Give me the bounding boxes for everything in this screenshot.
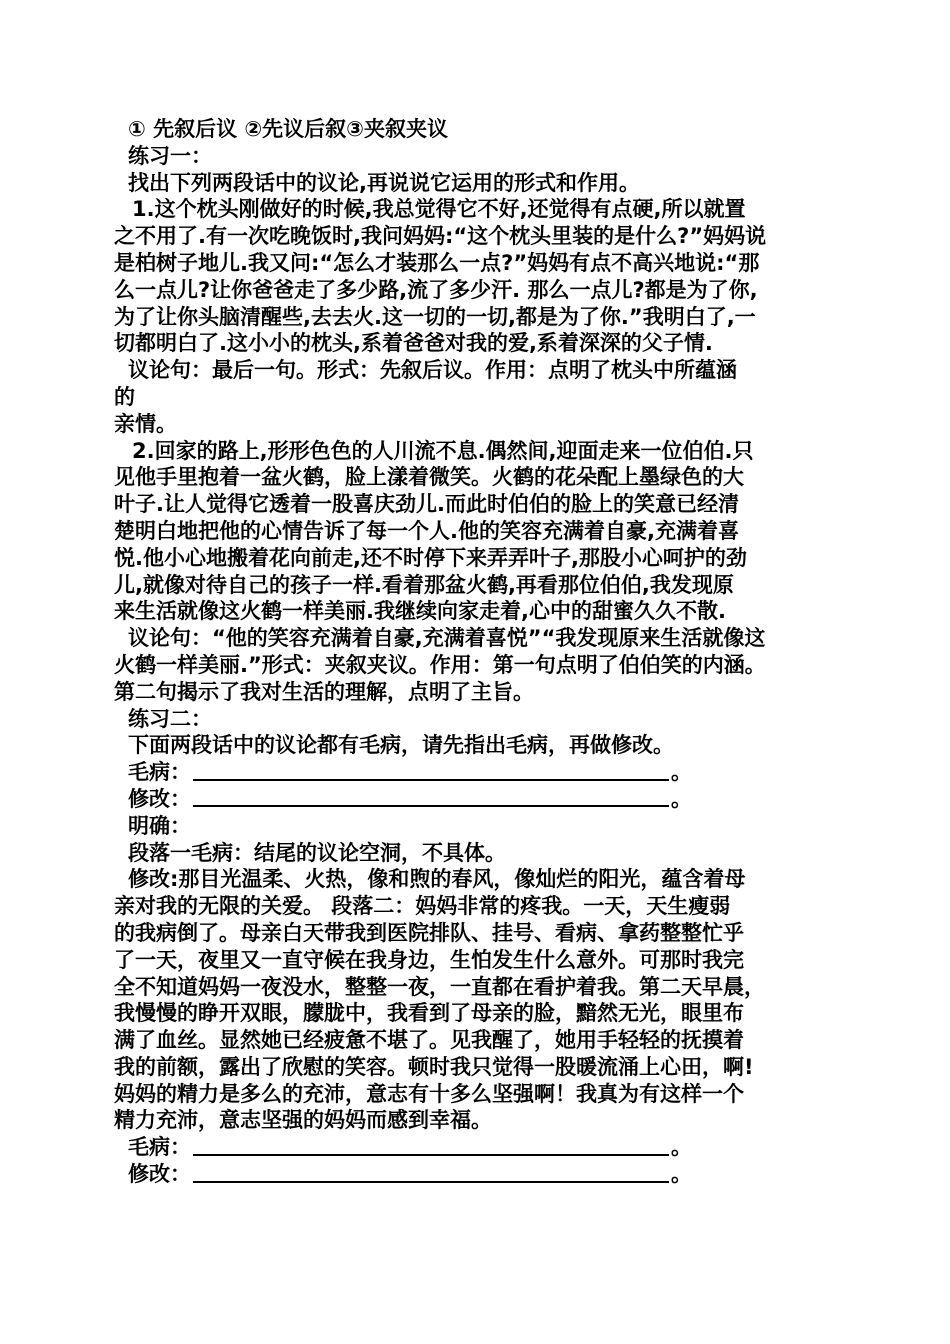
answer-1-line: 亲情。 <box>114 411 177 436</box>
exercise-1-title: 练习一： <box>128 143 212 168</box>
passage-2-line: 儿,就像对待自己的孩子一样.看着那盆火鹤,再看那位伯伯,我发现原 <box>114 572 734 597</box>
fix-label: 修改： <box>128 1162 191 1187</box>
end-mark: 。 <box>671 760 692 785</box>
fix-text-line: 亲对我的无限的关爱。 段落二：妈妈非常的疼我。一天，天生瘦弱 <box>114 894 731 919</box>
fix-text-line: 我的前额，露出了欣慰的笑容。顿时我只觉得一股暖流涌上心田，啊! <box>114 1054 754 1079</box>
passage-1-line: 1.这个枕头刚做好的时候,我总觉得它不好,还觉得有点硬,所以就置 <box>132 197 746 222</box>
fix-blank-row-2 <box>114 1161 844 1188</box>
fix-text-line: 全不知道妈妈一夜没水，整整一夜，一直都在看护着我。第二天早晨， <box>114 974 765 999</box>
passage-1-line: 是柏树子地儿.我又问:“怎么才装那么一点?”妈妈有点不高兴地说:“那 <box>114 250 760 275</box>
fault-blank-row <box>114 759 844 786</box>
fault-answer-blank[interactable] <box>193 1141 669 1156</box>
passage-1-line: 么一点儿?让你爸爸走了多少路,流了多少汗. 那么一点儿?都是为了你, <box>114 277 758 302</box>
fix-answer-blank[interactable] <box>193 792 669 807</box>
document-body <box>114 116 844 1188</box>
answer-2-line: 议论句：“他的笑容充满着自豪,充满着喜悦”“我发现原来生活就像这 <box>128 626 766 651</box>
end-mark: 。 <box>671 1135 692 1160</box>
forms-heading: ① 先叙后议 ②先议后叙③夹叙夹议 <box>128 117 448 141</box>
segment-1-fault: 段落一毛病：结尾的议论空洞，不具体。 <box>128 840 506 865</box>
exercise-1-instruction: 找出下列两段话中的议论,再说说它运用的形式和作用。 <box>128 170 640 195</box>
fix-text-line: 的我病倒了。母亲白天带我到医院排队、挂号、看病、拿药整整忙乎 <box>114 920 744 945</box>
answer-1-line: 的 <box>114 384 135 409</box>
passage-2-line: 2.回家的路上,形形色色的人川流不息.偶然间,迎面走来一位伯伯.只 <box>132 438 754 463</box>
answer-2-line: 第二句揭示了我对生活的理解，点明了主旨。 <box>114 679 534 704</box>
fix-text-line: 满了血丝。显然她已经疲惫不堪了。见我醒了，她用手轻轻的抚摸着 <box>114 1028 744 1053</box>
answer-1-line: 议论句：最后一句。形式：先叙后议。作用：点明了枕头中所蕴涵 <box>128 358 737 383</box>
passage-2-line: 悦.他小心地搬着花向前走,还不时停下来弄弄叶子,那股小心呵护的劲 <box>114 545 747 570</box>
fix-text-line: 我慢慢的睁开双眼，朦胧中，我看到了母亲的脸，黯然无光，眼里布 <box>114 1001 744 1026</box>
passage-1-line: 之不用了.有一次吃晚饭时,我问妈妈:“这个枕头里装的是什么?”妈妈说 <box>114 224 767 249</box>
passage-1-line: 切都明白了.这小小的枕头,系着爸爸对我的爱,系着深深的父子情. <box>114 331 713 356</box>
clarify-label: 明确： <box>128 813 191 838</box>
fix-text-line: 修改:那目光温柔、火热，像和煦的春风，像灿烂的阳光，蕴含着母 <box>128 867 746 892</box>
fault-answer-blank[interactable] <box>193 766 669 781</box>
passage-2-line: 见他手里抱着一盆火鹤，脸上漾着微笑。火鹤的花朵配上墨绿色的大 <box>114 465 744 490</box>
passage-2-line: 来生活就像这火鹤一样美丽.我继续向家走着,心中的甜蜜久久不散. <box>114 599 726 624</box>
fix-blank-row <box>114 786 844 813</box>
fault-blank-row-2 <box>114 1134 844 1161</box>
passage-2-line: 楚明白地把他的心情告诉了每一个人.他的笑容充满着自豪,充满着喜 <box>114 518 739 543</box>
fix-label: 修改： <box>128 786 191 811</box>
fix-text-line: 精力充沛，意志坚强的妈妈而感到幸福。 <box>114 1108 492 1133</box>
fix-text-line: 了一天，夜里又一直守候在我身边，生怕发生什么意外。可那时我完 <box>114 947 744 972</box>
end-mark: 。 <box>671 1162 692 1187</box>
passage-1-line: 为了让你头脑清醒些,去去火.这一切的一切,都是为了你.”我明白了,一 <box>114 304 756 329</box>
exercise-2-instruction: 下面两段话中的议论都有毛病，请先指出毛病，再做修改。 <box>128 733 674 758</box>
passage-2-line: 叶子.让人觉得它透着一股喜庆劲儿.而此时伯伯的脸上的笑意已经清 <box>114 492 739 517</box>
end-mark: 。 <box>671 786 692 811</box>
fix-text-line: 妈妈的精力是多么的充沛，意志有十多么坚强啊！我真为有这样一个 <box>114 1081 744 1106</box>
answer-2-line: 火鹤一样美丽.”形式：夹叙夹议。作用：第一句点明了伯伯笑的内涵。 <box>114 652 766 677</box>
exercise-2-title: 练习二： <box>128 706 212 731</box>
fix-answer-blank[interactable] <box>193 1168 669 1183</box>
fault-label: 毛病： <box>128 760 191 785</box>
fault-label: 毛病： <box>128 1135 191 1160</box>
